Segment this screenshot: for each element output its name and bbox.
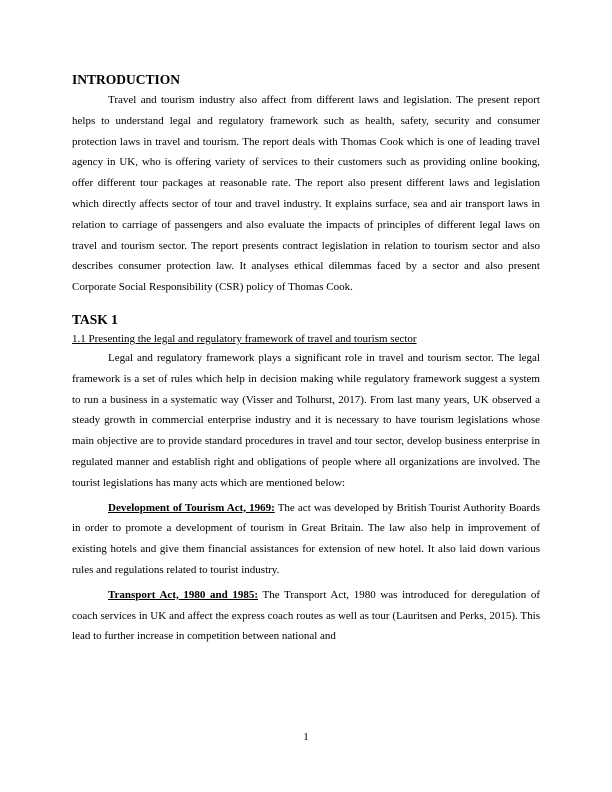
act-title: Transport Act, 1980 and 1985: (108, 588, 259, 601)
introduction-heading: INTRODUCTION (72, 72, 181, 87)
introduction-paragraph: Travel and tourism industry also affect from different laws and legislation. The present report helps to understand legal and regulatory framework such as health, safety, security and consumer protection laws in travel and tourism. The report deals with Thomas Cook which is one of leading travel agency in UK, who is offering variety of services to their customers such as providing online booking, offer different tour packages at reasonable rate. The report also present different laws and legislation which directly affects sector of tour and travel industry. It explains surface, sea and air transport laws in relation to carriage of passengers and also evaluate the impacts of principles of different legal laws on travel and tourism sector. The report presents contract legislation in relation to tourism sector and also describes consumer protection law. It analyses ethical dilemmas faced by a sector and also present Corporate Social Responsibility (CSR) policy of Thomas Cook. (72, 94, 540, 294)
section-1-1-subheading: 1.1 Presenting the legal and regulatory framework of travel and tourism sector (72, 332, 417, 345)
act-paragraph-transport-1980-1985 (72, 585, 540, 647)
task1-paragraph: Legal and regulatory framework plays a significant role in travel and tourism sector. The legal framework is a set of rules which help in decision making while regulatory framework suggest a system to run a business in a systematic way (Visser and Tolhurst, 2017). From last many years, UK observed a steady growth in commercial enterprise industry and it is necessary to have tourism legislations whose main objective are to provide standard procedures in travel and tour sector, develop business enterprise in regulated manner and establish right and obligations of people where all organizations are involved. The tourist legislations has many acts which are mentioned below: (72, 351, 540, 489)
act-text: The act was developed by British Tourist Authority Boards in order to promote a development of tourism in Great Britain. The law also help in improvement of existing hotels and give them financial assistances for extension of new hotel. It also laid down various rules and regulations related to tourist industry. (72, 501, 540, 576)
page-number: 1 (303, 731, 309, 743)
act-title: Development of Tourism Act, 1969: (108, 501, 275, 514)
act-paragraph-tourism-1969 (72, 498, 540, 581)
act-text: The Transport Act, 1980 was introduced for deregulation of coach services in UK and affect the express coach routes as well as tour (Lauritsen and Perks, 2015). This lead to further increase in competition between national and (72, 588, 540, 643)
task1-heading: TASK 1 (72, 311, 118, 327)
document-page (72, 72, 540, 647)
